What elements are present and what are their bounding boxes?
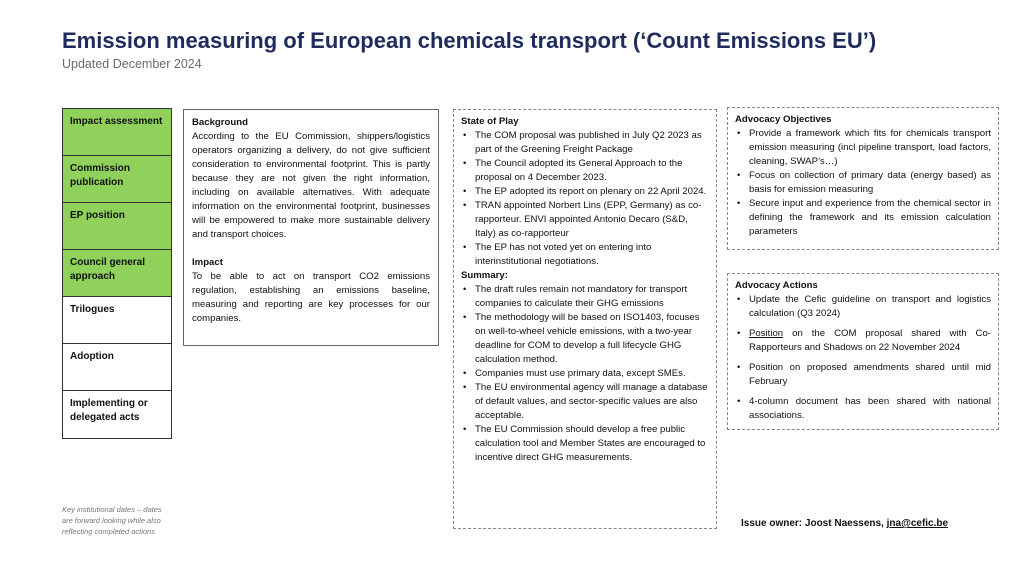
timeline-footnote: Key institutional dates – dates are forward looking while also reflecting completed actions (62, 505, 162, 536)
action-item-text: on the COM proposal shared with Co-Rapporteurs and Shadows on 22 November 2024 (749, 328, 991, 353)
state-item: • The COM proposal was published in July Q2 2023 as part of the Greening Freight Package (461, 129, 709, 157)
summary-item: • The EU environmental agency will manage a database of default values, and sector-specific values are also acceptable. (461, 381, 709, 423)
objectives-list (735, 127, 991, 239)
action-item-text: 4-column document has been shared with national associations. (749, 396, 991, 421)
action-item (735, 293, 991, 321)
background-heading: Background (192, 117, 248, 128)
step-commission-publication: Commission publication (63, 156, 171, 203)
position-link[interactable]: Position (749, 328, 784, 339)
step-adoption: Adoption (63, 344, 171, 391)
state-of-play-heading: State of Play (461, 116, 519, 127)
summary-item: • The methodology will be based on ISO1403, focuses on well-to-wheel vehicle emissions, with a two-year deadline for COM to develop a full lifecycle GHG calculation method. (461, 311, 709, 367)
page-subtitle: Updated December 2024 (62, 57, 202, 71)
summary-item: • The draft rules remain not mandatory for transport companies to calculate their GHG emissions (461, 283, 709, 311)
state-of-play-list (461, 129, 709, 269)
page-title: Emission measuring of European chemicals transport (‘Count Emissions EU’) (62, 28, 877, 53)
state-item: • The EP has not voted yet on entering into interinstitutional negotiations. (461, 241, 709, 269)
objective-item: • Provide a framework which fits for chemicals transport emission measuring (incl pipeline transport, load factors, cleaning, SWAP’s…) (735, 127, 991, 169)
action-item (735, 327, 991, 355)
summary-item: • The EU Commission should develop a free public calculation tool and Member States are encouraged to incentive direct GHG measurements. (461, 423, 709, 465)
objective-item: • Focus on collection of primary data (energy based) as basis for emission measuring (735, 169, 991, 197)
advocacy-objectives-box (727, 107, 999, 250)
objectives-heading: Advocacy Objectives (735, 114, 832, 125)
step-trilogues: Trilogues (63, 297, 171, 344)
state-item: • The EP adopted its report on plenary on 22 April 2024. (461, 185, 709, 199)
summary-list (461, 283, 709, 465)
action-item (735, 395, 991, 423)
background-box (183, 109, 439, 346)
impact-text: To be able to act on transport CO2 emissions regulation, establishing an emissions baseline, measuring and reporting are key processes for our companies. (192, 271, 430, 324)
objective-item: • Secure input and experience from the chemical sector in defining the framework and its emission calculation parameters (735, 197, 991, 239)
action-item-text: Update the Cefic guideline on transport and logistics calculation (Q3 2024) (749, 294, 991, 319)
action-item-text: Position on proposed amendments shared until mid February (749, 362, 991, 387)
actions-heading: Advocacy Actions (735, 280, 818, 291)
step-impact-assessment: Impact assessment (63, 109, 171, 156)
impact-heading: Impact (192, 257, 223, 268)
issue-owner (741, 518, 948, 529)
action-item (735, 361, 991, 389)
step-implementing-acts: Implementing or delegated acts (63, 391, 171, 438)
issue-owner-email-link[interactable]: jna@cefic.be (886, 518, 949, 529)
state-of-play-box (453, 109, 717, 529)
advocacy-actions-box (727, 273, 999, 430)
summary-heading: Summary: (461, 270, 508, 281)
actions-list (735, 293, 991, 423)
step-council-general-approach: Council general approach (63, 250, 171, 297)
summary-item: • Companies must use primary data, except SMEs. (461, 367, 709, 381)
issue-owner-label: Issue owner: Joost Naessens, (741, 518, 887, 529)
background-text: According to the EU Commission, shippers/logistics operators organizing a delivery, do not give sufficient consideration to environmental footprint. This is partly because they are not given the right information, including on available alternatives. With adequate information on the environmental footprint, businesses will be empowered to make more sustainable delivery and transport choices. (192, 131, 430, 240)
process-timeline (62, 108, 172, 439)
state-item: • TRAN appointed Norbert Lins (EPP, Germany) as co-rapporteur. ENVI appointed Antonio Decaro (S&D, Italy) as co-rapporteur (461, 199, 709, 241)
state-item: • The Council adopted its General Approach to the proposal on 4 December 2023. (461, 157, 709, 185)
step-ep-position: EP position (63, 203, 171, 250)
